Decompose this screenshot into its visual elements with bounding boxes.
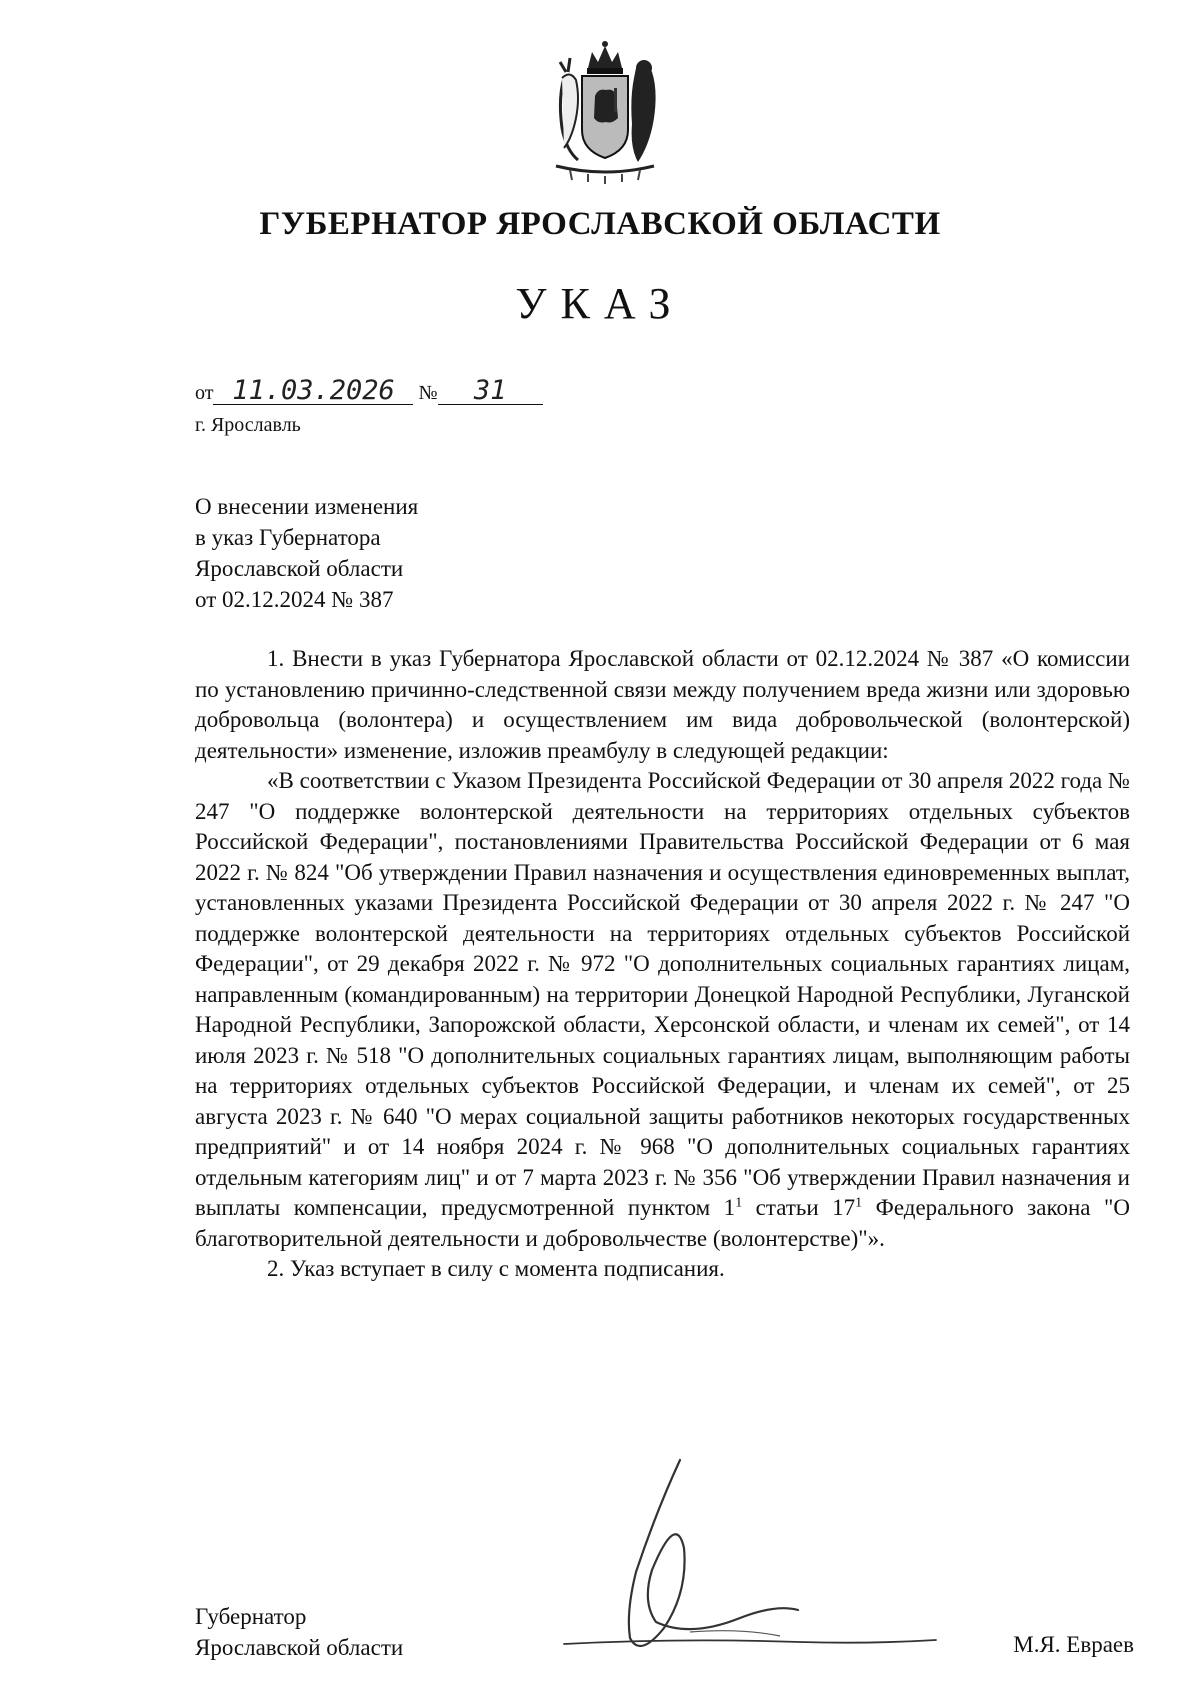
decree-body <box>195 644 1130 1285</box>
position-line: Ярославской области <box>195 1635 404 1660</box>
date-prefix: от <box>195 382 214 404</box>
document-type-title: УКАЗ <box>515 279 685 328</box>
subject-line: Ярославской области <box>195 556 404 581</box>
signatory-name: М.Я. Евраев <box>1013 1632 1134 1657</box>
subject-line: О внесении изменения <box>195 494 419 519</box>
paragraph-1: 1. Внести в указ Губернатора Ярославской области от 02.12.2024 № 387 «О комиссии по установлению причинно-следственной связи между получением вреда жизни или здоровью добровольца (волонтера) и осуществлением им вида добровольческой (волонтерской) деятельности» изменение, изложив преамбулу в следующей редакции: <box>195 646 1130 763</box>
date-number-line <box>195 375 543 406</box>
signatory-position <box>195 1601 403 1663</box>
paragraph-preamble <box>195 766 1130 1254</box>
preamble-text: «В соответствии с Указом Президента Российской Федерации от 30 апреля 2022 года № 247 "О поддержке волонтерской деятельности на территориях отдельных субъектов Российской Федерации", постановлениями Правительства Российской Федерации от 6 мая 2022 г. № 824 "Об утверждении Правил назначения и осуществления единовременных выплат, установленных указами Президента Российской Федерации от 30 апреля 2022 г. № 247 "О поддержке волонтерской деятельности на территориях отдельных субъектов Российской Федерации", от 29 декабря 2022 г. № 972 "О дополнительных социальных гарантиях лицам, направленным (командированным) на территории Донецкой Народной Республики, Луганской Народной Республики, Запорожской области, Херсонской области, и членам их семей", от 14 июля 2023 г. № 518 "О дополнительных социальных гарантиях лицам, выполняющим работы на территориях отдельных субъектов Российской Федерации, и членам их семей", от 25 августа 2023 г. № 640 "О мерах социальной защиты работников некоторых государственных предприятий" и от 14 ноября 2024 г. № 968 "О дополнительных социальных гарантиях отдельным категориям лиц" и от 7 марта 2023 г. № 356 "Об утверждении Правил назначения и выплаты компенсации, предусмотренной пунктом 1 <box>195 768 1130 1220</box>
paragraph-2: 2. Указ вступает в силу с момента подписания. <box>267 1256 725 1281</box>
superscript: 1 <box>735 1195 743 1211</box>
decree-number: 31 <box>438 378 543 405</box>
superscript: 1 <box>855 1195 863 1211</box>
subject-line: в указ Губернатора <box>195 525 381 550</box>
preamble-text: Федерального закона "О благотворительной деятельности и добровольчестве (волонтерстве)"». <box>195 1195 1130 1251</box>
number-prefix: № <box>418 382 438 404</box>
organization-title: ГУБЕРНАТОР ЯРОСЛАВСКОЙ ОБЛАСТИ <box>259 206 941 242</box>
handwritten-signature-icon <box>560 1452 940 1672</box>
subject-line: от 02.12.2024 № 387 <box>195 587 394 612</box>
decree-date: 11.03.2026 <box>213 378 413 405</box>
decree-subject <box>195 491 418 615</box>
city-label: г. Ярославль <box>195 414 301 436</box>
coat-of-arms-icon <box>540 38 670 186</box>
position-line: Губернатор <box>195 1604 307 1629</box>
preamble-text: статьи 17 <box>742 1195 856 1220</box>
